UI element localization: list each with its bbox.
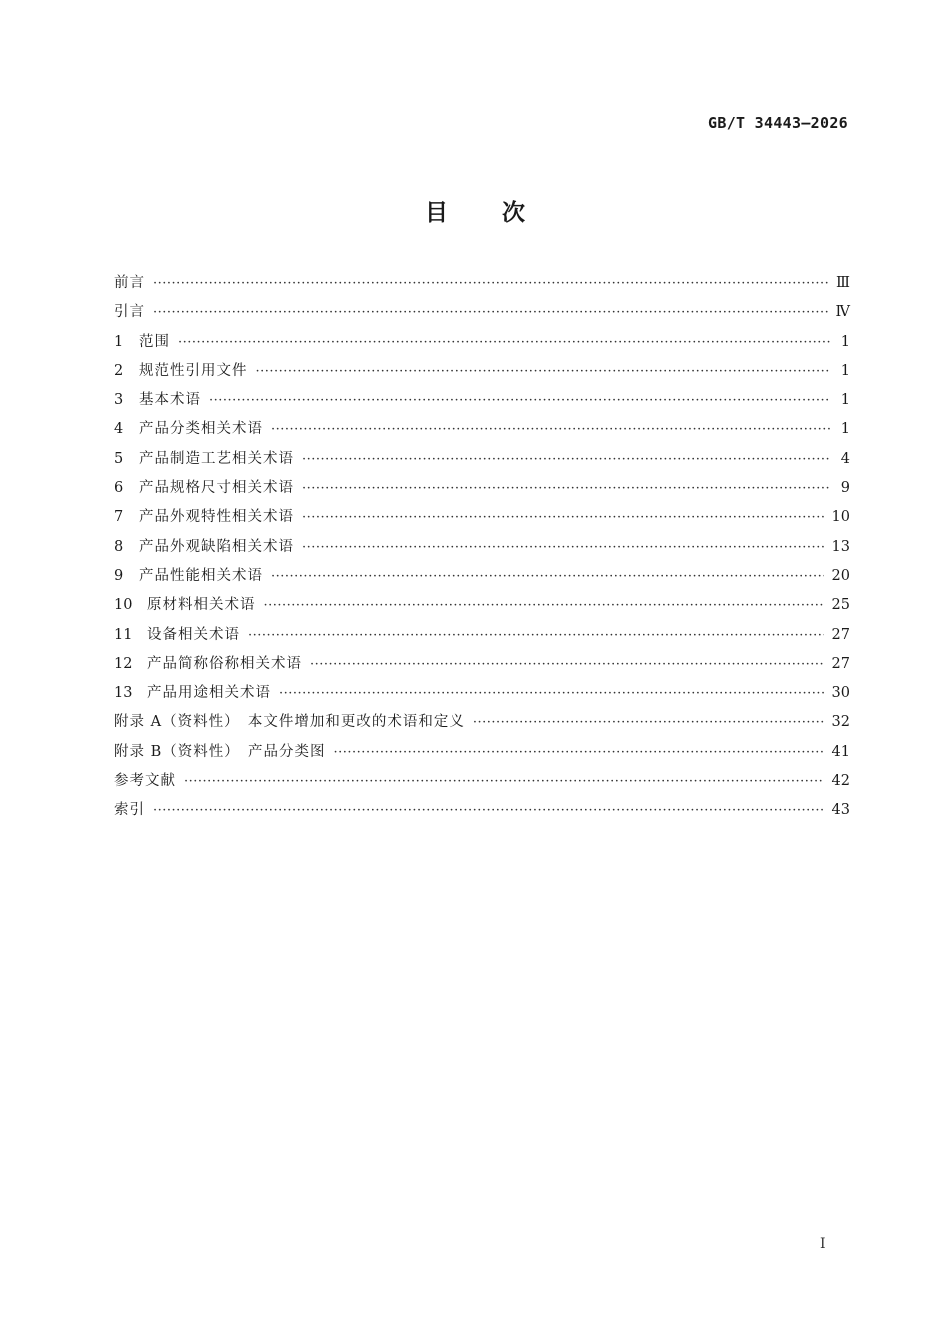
standard-number: GB/T 34443—2026 [708,114,848,132]
toc-entry-introduction[interactable] [114,300,850,329]
toc-page-number: 10 [831,509,850,526]
toc-entry-section-4[interactable] [114,417,850,446]
toc-label: 参考文献 [114,773,176,790]
toc-entry-section-13[interactable] [114,681,850,710]
toc-label: 引言 [114,304,145,321]
dot-leader [248,628,824,643]
toc-label: 产品外观特性相关术语 [139,509,294,526]
dot-leader [310,657,824,672]
toc-entry-foreword[interactable] [114,271,850,300]
toc-entry-section-9[interactable] [114,564,850,593]
toc-label: 设备相关术语 [147,626,240,643]
toc-label: 索引 [114,802,145,819]
dot-leader [271,422,830,437]
dot-leader [209,393,830,408]
dot-leader [153,276,828,291]
toc-section-number: 11 [114,626,133,643]
toc-page-number: 32 [831,714,850,731]
toc-entry-section-5[interactable] [114,447,850,476]
toc-label: 附录 A（资料性） 本文件增加和更改的术语和定义 [114,714,465,731]
dot-leader [184,774,824,789]
dot-leader [178,335,830,350]
dot-leader [271,569,824,584]
dot-leader [302,452,830,467]
toc-page-number: 9 [840,480,850,497]
toc-section-number: 10 [114,597,133,614]
toc-section-number: 9 [114,567,124,584]
toc-entry-section-1[interactable] [114,330,850,359]
toc-page-number: 27 [831,655,850,672]
toc-entry-section-7[interactable] [114,505,850,534]
toc-section-number: 12 [114,655,133,672]
dot-leader [279,686,824,701]
toc-page-number: 25 [831,597,850,614]
toc-section-number: 1 [114,333,124,350]
toc-page-number: 1 [840,392,850,409]
toc-page-number: Ⅲ [836,275,850,291]
toc-page-number: 1 [840,362,850,379]
toc-entry-section-6[interactable] [114,476,850,505]
toc-page-number: 1 [840,333,850,350]
toc-label: 规范性引用文件 [139,362,248,379]
dot-leader [302,540,824,555]
toc-entry-section-2[interactable] [114,359,850,388]
toc-page-number: 4 [840,450,850,467]
toc-label: 产品分类相关术语 [139,421,263,438]
toc-page-number: 41 [831,743,850,760]
toc-entry-section-12[interactable] [114,652,850,681]
toc-label: 产品简称俗称相关术语 [147,655,302,672]
toc-label: 范围 [139,333,170,350]
toc-page-number: 43 [831,802,850,819]
toc-entry-appendix-b[interactable] [114,740,850,769]
toc-page-number: Ⅳ [835,304,850,321]
toc-section-number: 13 [114,685,133,702]
toc-page-number: 1 [840,421,850,438]
toc-page-number: 20 [831,567,850,584]
toc-page-number: 27 [831,626,850,643]
dot-leader [302,481,830,496]
toc-entry-section-3[interactable] [114,388,850,417]
dot-leader [153,305,828,320]
toc-section-number: 4 [114,421,124,438]
toc-label: 产品外观缺陷相关术语 [139,538,294,555]
dot-leader [334,745,824,760]
toc-page-number: 13 [831,538,850,555]
toc-entry-section-10[interactable] [114,593,850,622]
page-title: 目次 [425,200,579,226]
toc-page-number: 30 [831,685,850,702]
toc-label: 产品制造工艺相关术语 [139,450,294,467]
page-number: I [820,1236,826,1252]
toc-entry-section-11[interactable] [114,623,850,652]
toc-section-number: 8 [114,538,124,555]
toc-page-number: 42 [831,773,850,790]
toc-label: 产品用途相关术语 [147,685,271,702]
toc-section-number: 6 [114,480,124,497]
dot-leader [153,803,824,818]
table-of-contents [114,271,850,828]
toc-section-number: 5 [114,450,124,467]
dot-leader [302,510,824,525]
toc-section-number: 7 [114,509,124,526]
dot-leader [473,715,824,730]
toc-label: 基本术语 [139,392,201,409]
toc-label: 原材料相关术语 [147,597,256,614]
toc-label: 附录 B（资料性） 产品分类图 [114,743,326,760]
toc-entry-index[interactable] [114,798,850,827]
toc-entry-references[interactable] [114,769,850,798]
toc-label: 产品性能相关术语 [139,567,263,584]
dot-leader [256,364,831,379]
toc-label: 产品规格尺寸相关术语 [139,480,294,497]
toc-label: 前言 [114,275,145,291]
toc-section-number: 3 [114,392,124,409]
dot-leader [264,598,824,613]
toc-entry-section-8[interactable] [114,535,850,564]
toc-section-number: 2 [114,362,124,379]
toc-entry-appendix-a[interactable] [114,710,850,739]
